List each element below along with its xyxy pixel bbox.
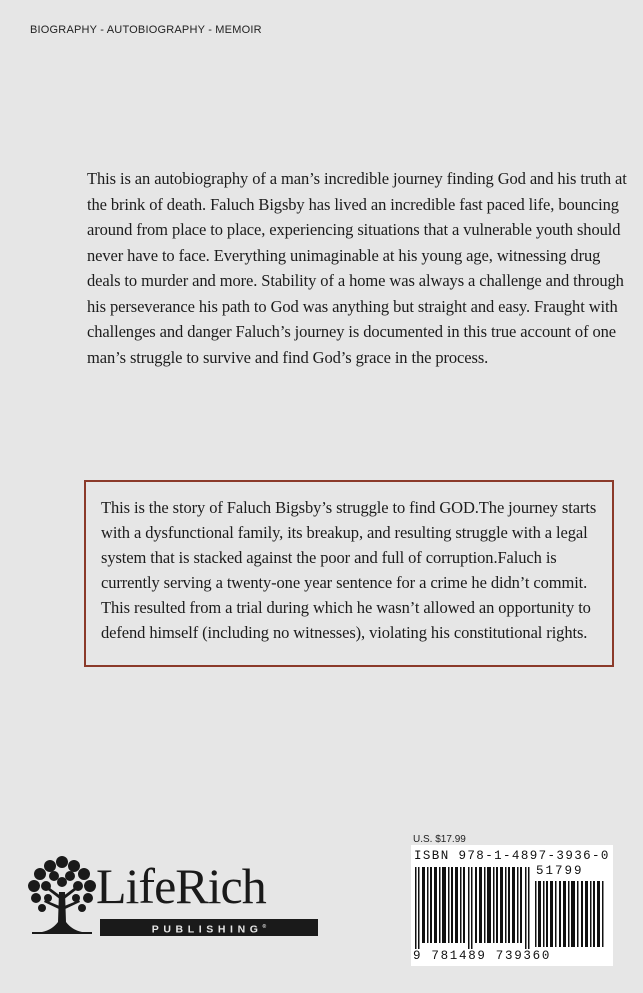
story-box [84,480,614,667]
blurb-paragraph: This is an autobiography of a man’s incredible journey finding God and his truth at the brink of death. Faluch Bigsby has lived an incredible fast paced life, bouncing around from place to place, experiencing situations that a vulnerable youth should never have to face. Everything unimaginable at his young age, witnessing drug deals to murder and more. Stability of a home was always a challenge and through his perseverance his path to God was anything but straight and easy. Fraught with challenges and danger Faluch’s journey is documented in this true account of one man’s struggle to survive and find God’s grace in the process. [87,169,627,367]
tree-icon [26,852,98,940]
publisher-name: LifeRich [96,858,266,914]
publisher-tagline-text: PUBLISHING [151,923,263,936]
price-addon-bars [535,881,607,947]
ean-bars [415,867,531,949]
price-code: 51799 [536,864,584,878]
price-label: U.S. $17.99 [413,834,466,845]
publisher-tagline [100,919,318,936]
isbn-label: ISBN 978-1-4897-3936-0 [414,849,610,863]
story-box-text: This is the story of Faluch Bigsby’s struggle to find GOD.The journey starts with a dysfunctional family, its breakup, and resulting struggle with a legal system that is stacked against the poor and full of corruption.Faluch is currently serving a twenty-one year sentence for a crime he didn’t commit. This resulted from a trial during which he wasn’t allowed an opportunity to defend himself (including no witnesses), violating his constitutional rights. [101,498,597,642]
registered-mark: ® [262,924,267,930]
ean-number: 9 781489 739360 [413,949,552,963]
isbn-barcode [411,845,613,966]
category-label: BIOGRAPHY - AUTOBIOGRAPHY - MEMOIR [30,24,262,36]
back-cover-blurb [87,166,627,370]
